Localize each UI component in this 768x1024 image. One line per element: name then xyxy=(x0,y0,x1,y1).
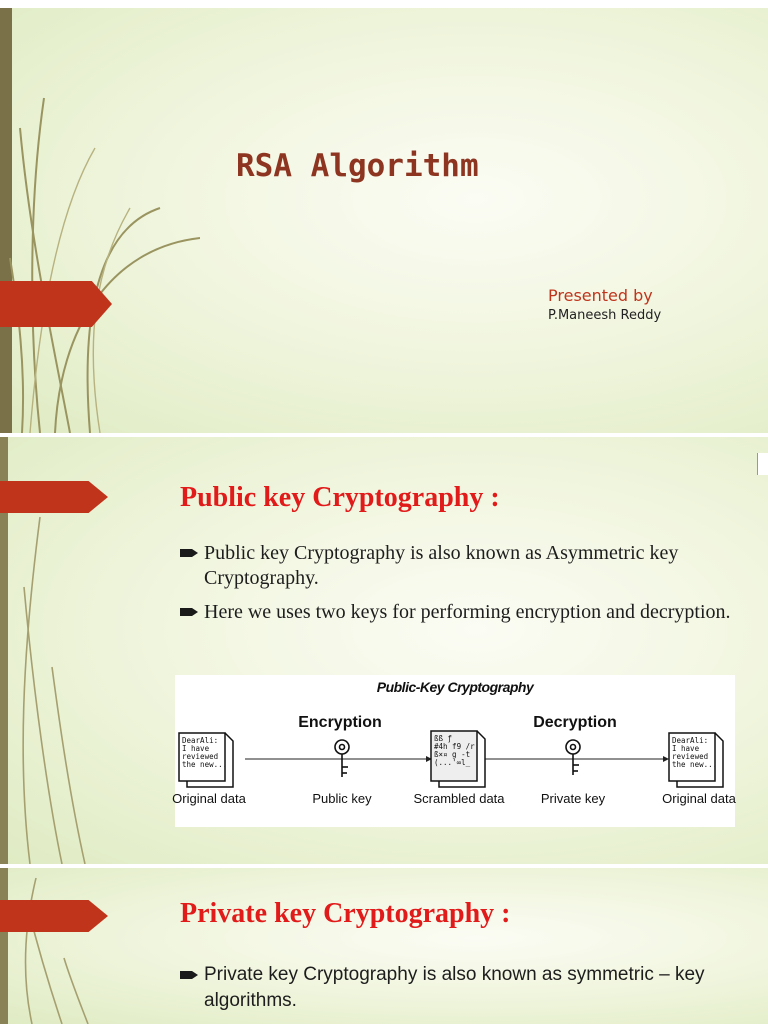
caption-private-key: Private key xyxy=(540,791,606,806)
public-key-diagram xyxy=(172,675,736,827)
slide-edge-bar xyxy=(0,868,8,1024)
presenter-name: P.Maneesh Reddy xyxy=(548,308,662,323)
arrow-bullet-icon xyxy=(180,970,198,980)
slide-edge-bar xyxy=(0,8,12,433)
grass-decoration xyxy=(0,868,120,1024)
slide-public-key xyxy=(0,437,768,864)
encryption-label: Encryption xyxy=(298,714,382,731)
slide-private-key xyxy=(0,868,768,1024)
bullet-item xyxy=(180,962,740,1014)
caption-public-key: Public key xyxy=(312,791,372,806)
presented-by-label: Presented by xyxy=(548,286,653,305)
slide-title: RSA Algorithm xyxy=(236,148,479,184)
caption-scrambled-data: Scrambled data xyxy=(413,791,505,806)
slide-title: Public key Cryptography : xyxy=(180,482,500,513)
accent-arrow xyxy=(0,900,108,932)
original-data-note: DearAli: I have reviewed the new... xyxy=(672,736,718,769)
bullet-item xyxy=(180,600,740,625)
original-data-note: DearAli: I have reviewed the new... xyxy=(182,736,228,769)
accent-arrow xyxy=(0,281,112,327)
caption-original-data: Original data xyxy=(172,791,246,806)
grass-decoration xyxy=(0,8,200,433)
decryption-label: Decryption xyxy=(533,714,617,731)
slide-title: Private key Cryptography : xyxy=(180,898,511,929)
adjacent-page-edge xyxy=(757,453,768,475)
bullet-text: Private key Cryptography is also known as symmetric – key algorithms. xyxy=(204,964,705,1011)
arrow-bullet-icon xyxy=(180,548,198,558)
arrow-bullet-icon xyxy=(180,607,198,617)
slide-title-rsa xyxy=(0,8,768,433)
caption-original-data: Original data xyxy=(662,791,736,806)
private-key-icon xyxy=(566,740,580,775)
bullet-text: Public key Cryptography is also known as Asymmetric key Cryptography. xyxy=(204,542,679,589)
accent-arrow xyxy=(0,481,108,513)
bullet-text: Here we uses two keys for performing encryption and decryption. xyxy=(204,601,731,623)
bullet-list xyxy=(180,962,740,1023)
presenter-block xyxy=(548,286,661,323)
scrambled-data-note: ßß ƒ #4h f9 /r ß×¤ g -t (...'∞l_ xyxy=(434,734,475,767)
bullet-list xyxy=(180,541,740,634)
bullet-item xyxy=(180,541,740,591)
diagram-title: Public-Key Cryptography xyxy=(376,679,534,695)
